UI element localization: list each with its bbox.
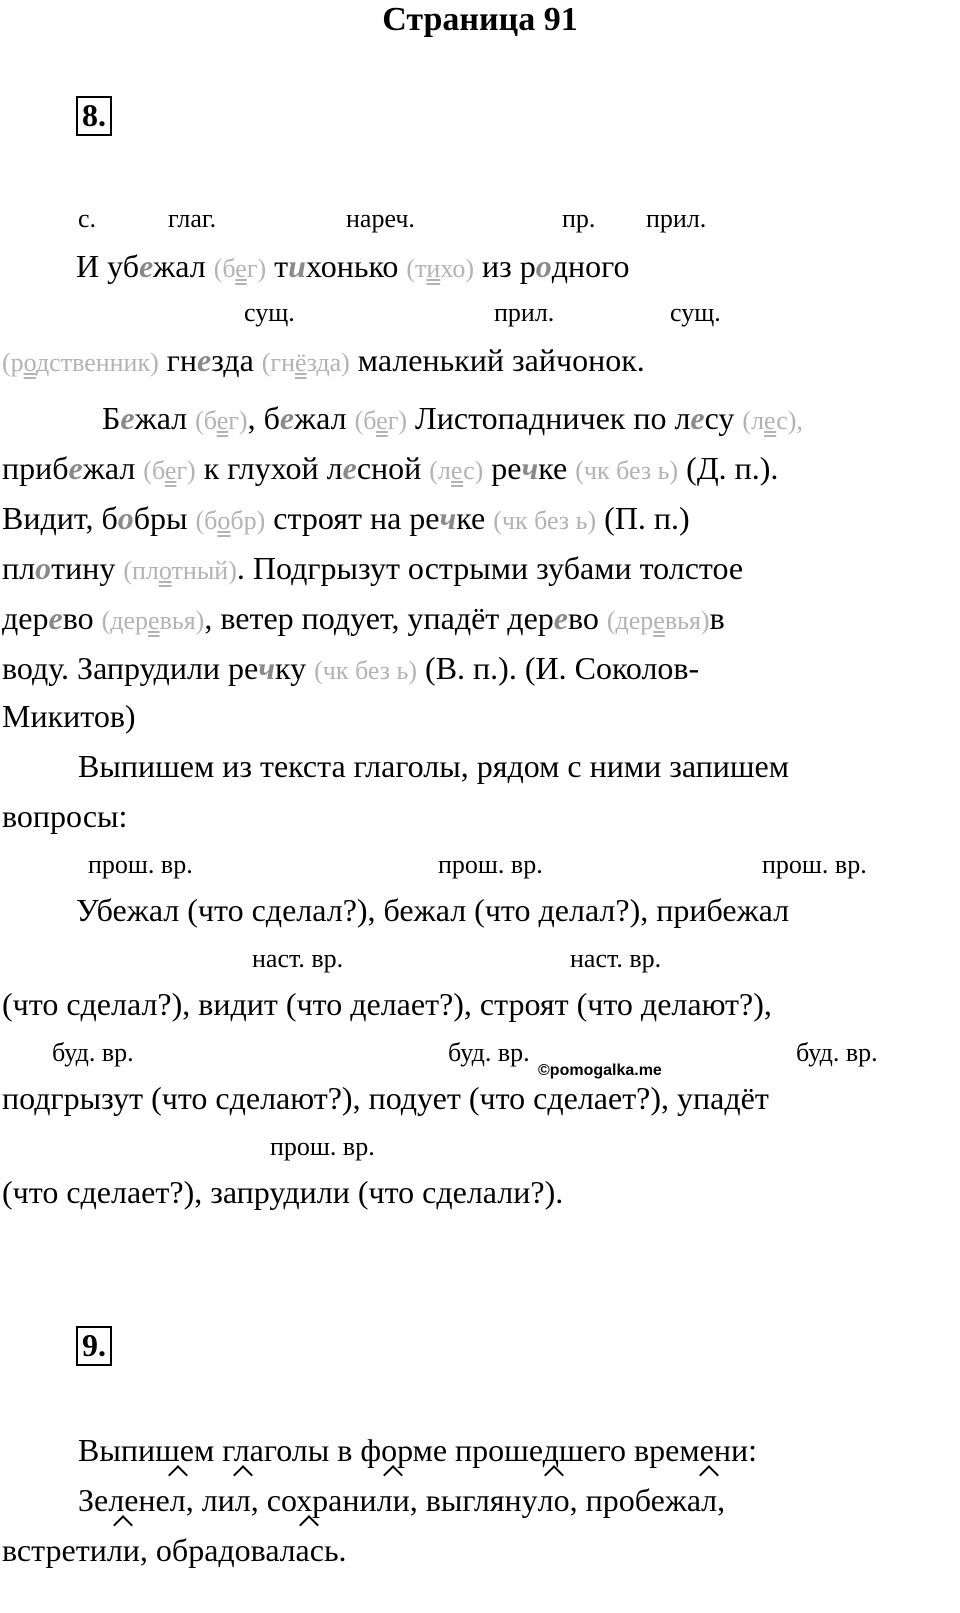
text-line: подгрызут (что сделают?), подует (что сделает?), упадёт [2,1080,769,1116]
watermark: ©pomogalka.me [538,1062,662,1079]
text-line: дерево (деревья), ветер подует, упадёт дерево (деревья)в [2,600,725,636]
exercise-number-8: 8. [76,96,112,136]
pos-label: сущ. [670,298,721,327]
suffix-mark: ли [106,1532,140,1568]
pos-label: прил. [494,298,555,327]
tense-label: прош. вр. [270,1132,375,1161]
pos-label: прил. [646,204,707,233]
text-line: Выпишем глаголы в форме прошедшего времени: [78,1432,757,1468]
tense-label: буд. вр. [796,1038,878,1067]
tense-label: прош. вр. [762,850,867,879]
text-line: Видит, бобры (бобр) строят на речке (чк без ь) (П. п.) [2,500,690,536]
suffix-mark: л [234,1482,251,1518]
pos-label: сущ. [244,298,295,327]
page-title: Страница 91 [382,1,578,38]
text-line: плотину (плотный). Подгрызут острыми зубами толстое [2,550,744,586]
text-line: Бежал (бег), бежал (бег) Листопадничек по лесу (лес), [102,400,803,436]
suffix-mark: л [701,1482,718,1518]
tense-label: буд. вр. [52,1038,134,1067]
text-line: Зеленел, лил, сохранили, выглянуло, пробежал, [78,1482,726,1518]
text-line: (что сделает?), запрудили (что сделали?). [2,1174,564,1210]
text-line: (что сделал?), видит (что делает?), строят (что делают?), [2,986,772,1022]
text-line: Выпишем из текста глаголы, рядом с ними запишем [78,748,789,784]
text-line: вопросы: [2,798,128,834]
suffix-mark: ло [537,1482,570,1518]
text-line: воду. Запрудили речку (чк без ь) (В. п.). (И. Соколов- [2,650,700,686]
tense-label: прош. вр. [88,850,193,879]
text-line: И убежал (бег) тихонько (тихо) из родного [76,248,630,284]
pos-label: нареч. [346,204,415,233]
tense-label: прош. вр. [438,850,543,879]
suffix-mark: ли [376,1482,410,1518]
text-line: прибежал (бег) к глухой лесной (лес) речке (чк без ь) (Д. п.). [2,450,779,486]
tense-label: наст. вр. [570,944,662,973]
text-line: Микитов) [2,698,136,734]
text-line: (родственник) гнезда (гнёзда) маленький зайчонок. [2,342,645,378]
pos-label: пр. [562,204,596,233]
exercise-number-9: 9. [76,1326,112,1366]
pos-label: глаг. [168,204,217,233]
pos-label: с. [78,204,97,233]
text-line: Убежал (что сделал?), бежал (что делал?), прибежал [76,892,790,928]
suffix-mark: л [169,1482,186,1518]
text-line: встретили, обрадовалась. [2,1532,347,1568]
tense-label: наст. вр. [252,944,344,973]
tense-label: буд. вр. [448,1038,530,1067]
suffix-mark: лась [279,1532,339,1568]
